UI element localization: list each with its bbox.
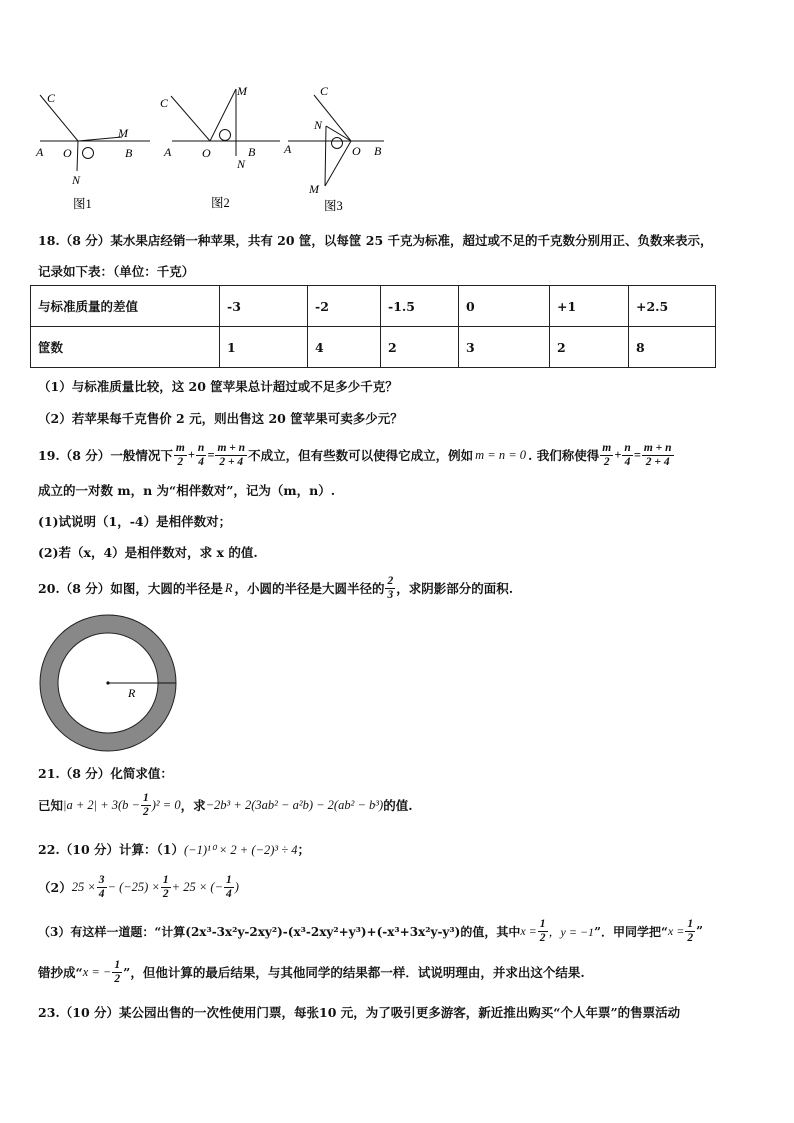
q22-s2-d: )	[234, 879, 239, 894]
q18-sub1: （1）与标准质量比较，这 20 筐苹果总计超过或不足多少千克？	[38, 379, 398, 394]
table-row	[31, 286, 716, 327]
table-cell: 0	[459, 286, 550, 327]
q22-s2-label: （2）	[38, 880, 72, 895]
q19-sub2: (2)若（x，4）是相伴数对，求 x 的值.	[38, 545, 258, 560]
table-cell: 2	[381, 327, 459, 368]
fraction-three-quarters: $\frac{3}{4}$	[98, 873, 105, 900]
fig1-label-a: A	[36, 145, 44, 159]
figure-3-caption: 图3	[324, 199, 343, 213]
q22-s2-a: 25 ×	[71, 879, 96, 894]
table-cell: -3	[220, 286, 308, 327]
fig2-label-c: C	[160, 96, 169, 110]
q19-number: 19.	[38, 447, 60, 463]
fraction-one-half: $\frac{1}{2}$	[114, 958, 121, 985]
q19-t4: 成立的一对数 m，n 为“相伴数对”，记为（m，n）.	[38, 483, 336, 498]
q19-sub1: (1)试说明（1，-4）是相伴数对；	[38, 514, 232, 529]
q22-s3-t3: ”	[696, 924, 703, 938]
q22-s1: (−1)¹⁰ × 2 + (−2)³ ÷ 4	[183, 843, 298, 857]
table-cell: 1	[220, 327, 308, 368]
q21-score: （8 分）	[59, 766, 111, 781]
figure-2	[160, 84, 280, 171]
fig1-label-o: O	[63, 146, 72, 160]
q18-line1	[38, 231, 713, 249]
table-cell: -2	[308, 286, 381, 327]
fraction-one-half: $\frac{1}{2}$	[539, 917, 546, 944]
fig2-label-m: M	[237, 84, 247, 98]
table-cell: 3	[459, 327, 550, 368]
q21-line1	[38, 764, 173, 782]
fig2-label-a: A	[164, 145, 172, 159]
q22-s2-b: − (−25) ×	[107, 879, 160, 894]
q22-s3-t2: ”．甲同学把“	[594, 924, 668, 939]
figure-2-caption: 图2	[211, 196, 230, 210]
fraction-two-thirds: $\frac{2}{3}$	[387, 574, 394, 601]
fig3-label-b: B	[374, 144, 382, 158]
fraction-m-over-2: $\frac{m}{2}$	[175, 441, 185, 468]
table-cell: 4	[308, 327, 381, 368]
q19-eq0: m = n = 0	[475, 447, 527, 462]
fraction-n-over-4: $\frac{n}{4}$	[197, 441, 205, 468]
q21-t1: 已知	[38, 798, 64, 813]
fraction-one-quarter: $\frac{1}{4}$	[226, 873, 232, 900]
annulus-diagram	[36, 613, 182, 759]
q21-line2	[38, 790, 413, 820]
fraction-m-over-2: $\frac{m}{2}$	[602, 441, 612, 468]
table-cell: +2.5	[629, 286, 716, 327]
figure-1	[35, 91, 150, 187]
fig2-label-b: B	[248, 145, 256, 159]
radius-label: R	[128, 686, 136, 700]
fig1-label-c: C	[47, 91, 56, 105]
q20-line1	[38, 573, 513, 603]
q22-score: （10 分）	[59, 842, 119, 857]
fig1-label-b: B	[125, 146, 133, 160]
fraction-m-plus-n: $\frac{m + n}{2 + 4}$	[643, 441, 672, 468]
table-header-cell: 与标准质量的差值	[31, 286, 220, 327]
q22-s3-x2: x =	[667, 923, 685, 938]
q19-t3: . 我们称使得	[528, 448, 600, 463]
q22-s3-t4: 错抄成“	[38, 965, 83, 980]
q22-number: 22.	[38, 842, 60, 857]
q19-t2: 不成立，但有些数可以使得它成立，例如	[248, 448, 474, 463]
q18-sub2: （2）若苹果每千克售价 2 元，则出售这 20 筐苹果可卖多少元？	[38, 411, 403, 426]
q21-expr1: |a + 2| + 3(b −	[63, 797, 140, 812]
table-cell: 8	[629, 327, 716, 368]
fig1-label-n: N	[72, 173, 81, 187]
q21-t2: ，求	[180, 798, 206, 813]
table-row	[31, 327, 716, 368]
q18-score: （8 分）	[59, 233, 111, 248]
fraction-one-half: $\frac{1}{2}$	[687, 917, 694, 944]
figure-3	[283, 84, 384, 196]
q21-expr3: −2b³ + 2(3ab² − a²b) − 2(ab² − b³)	[205, 797, 384, 812]
fraction-m-plus-n: $\frac{m + n}{2 + 4}$	[217, 441, 246, 468]
q20-number: 20.	[38, 580, 60, 596]
q22-title: 计算：	[119, 842, 157, 857]
angle-figures	[30, 80, 400, 215]
q23-text: 某公园出售的一次性使用门票，每张10 元，为了吸引更多游客，新近推出购买“个人年票”的售票活动	[119, 1005, 681, 1020]
q22-line1	[38, 840, 310, 858]
q19-line1: 19. （8 分） 一般情况下 $\frac{m}{2}$ + $\frac{n}{4}$ = $\frac{m + n}{2 + 4}$ 不成立，但有些数可以使得它成立，例如 m = n = 0 . 我们称使得 $\frac{m}{2}$ + $\frac{n}{4}$ = $\frac{m + n}{2 + 4}$	[38, 441, 672, 468]
fraction-one-half: $\frac{1}{2}$	[162, 873, 169, 900]
q18-text2: 记录如下表：（单位：千克）	[38, 264, 195, 279]
q22-s2-c: + 25 × (−	[171, 879, 223, 894]
fig3-label-m: M	[309, 182, 319, 196]
fig3-label-a: A	[284, 142, 292, 156]
q21-t3: 的值.	[383, 798, 413, 813]
fig1-label-m: M	[118, 126, 128, 140]
q21-number: 21.	[38, 766, 60, 781]
fig3-label-o: O	[352, 144, 361, 158]
q22-s3-y: ，y = −1	[548, 924, 595, 939]
q22-s3-label: （3）	[38, 924, 71, 939]
table-cell: +1	[550, 286, 629, 327]
q22-line2	[38, 871, 239, 903]
q20-r: R	[224, 580, 233, 595]
q18-text1: 某水果店经销一种苹果，共有 20 筐，以每筐 25 千克为标准，超过或不足的千克数分别用正、负数来表示，	[110, 233, 713, 248]
q22-line3	[38, 915, 703, 947]
q22-line4	[38, 956, 585, 988]
q20-score: （8 分）	[59, 581, 111, 596]
q19-score: （8 分）	[59, 448, 111, 463]
q22-s3-t5: ”，但他计算的最后结果，与其他同学的结果都一样．试说明理由，并求出这个结果.	[123, 965, 585, 980]
fig3-label-c: C	[320, 84, 329, 98]
q18-number: 18.	[38, 233, 60, 248]
fraction-n-over-4: $\frac{n}{4}$	[624, 441, 631, 468]
figure-1-caption: 图1	[73, 197, 92, 211]
table-cell: 2	[550, 327, 629, 368]
q22-s1-end: ；	[297, 842, 310, 857]
q21-title: 化简求值：	[110, 766, 173, 781]
q21-expr2: )² = 0	[151, 797, 181, 812]
q18-table	[30, 285, 716, 368]
table-header-cell: 筐数	[31, 327, 220, 368]
q22-s3-x: x =	[520, 923, 537, 938]
fig2-label-n: N	[237, 157, 246, 171]
q23-line1	[38, 1003, 680, 1021]
fraction-one-half: $\frac{1}{2}$	[142, 791, 149, 818]
q19-t1: 一般情况下	[110, 448, 173, 463]
q22-s3-t1: 有这样一道题：“计算(2x³-3x²y-2xy²)-(x³-2xy²+y³)+(-x³+3x²y-y³)的值，其中	[70, 924, 521, 939]
q23-number: 23.	[38, 1005, 60, 1020]
table-cell: -1.5	[381, 286, 459, 327]
q20-t3: ，求阴影部分的面积.	[396, 581, 514, 596]
fig3-label-n: N	[314, 118, 323, 132]
q23-score: （10 分）	[59, 1005, 119, 1020]
q22-s3-x3: x = −	[82, 964, 112, 979]
fig2-label-o: O	[202, 146, 211, 160]
q20-t2: ，小圆的半径是大圆半径的	[234, 581, 385, 596]
q22-s1-label: （1）	[156, 842, 184, 857]
q20-t1: 如图，大圆的半径是	[110, 581, 223, 596]
